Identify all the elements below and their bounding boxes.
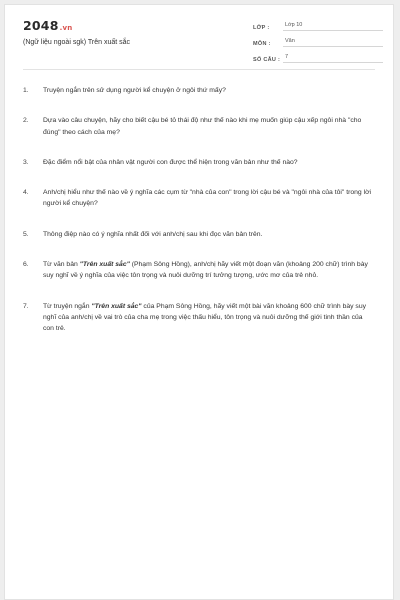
- question-list: [23, 85, 373, 335]
- meta-value: Lớp 10: [283, 22, 383, 31]
- worksheet-meta: [253, 18, 383, 66]
- question-text: [43, 301, 373, 335]
- logo-text: 2048: [23, 18, 59, 33]
- logo-suffix: .vn: [59, 24, 73, 32]
- question-text: Đặc điểm nổi bật của nhân vật người con được thể hiện trong văn bản như thế nào?: [43, 158, 298, 166]
- question-item: [23, 301, 373, 335]
- question-item: [23, 85, 373, 96]
- question-number: 6.: [23, 261, 29, 269]
- meta-value: 7: [283, 54, 383, 63]
- header-divider: [23, 69, 375, 70]
- question-number: 4.: [23, 189, 29, 197]
- question-number: 5.: [23, 230, 29, 238]
- meta-row-subject: [253, 34, 383, 47]
- question-text-part: (Phạm Sông Hồng), anh/chị hãy viết một đoạn văn (khoảng 200 chữ) trình bày suy nghĩ về ý nghĩa của việc tôn trọng và nuôi dưỡng trí tưởng tượng, ước mơ của trẻ nhỏ.: [43, 261, 368, 280]
- question-text: [43, 259, 373, 282]
- question-text-part: của Phạm Sông Hồng, hãy viết một bài văn khoảng 600 chữ trình bày suy nghĩ của anh/chị về vai trò của cha mẹ trong việc thấu hiểu, tôn trọng và nuôi dưỡng thế giới tinh thần của con trẻ.: [43, 302, 366, 333]
- question-text-part: Từ văn bản: [43, 261, 80, 269]
- question-text-part: Từ truyện ngắn: [43, 302, 92, 310]
- story-title: "Trên xuất sắc": [91, 302, 142, 310]
- question-number: 1.: [23, 87, 29, 94]
- question-item: [23, 187, 373, 210]
- question-number: 2.: [23, 117, 29, 125]
- question-text: Dựa vào câu chuyện, hãy cho biết cậu bé tỏ thái độ như thế nào khi mẹ muốn giúp cậu xếp ngôi nhà "cho đúng" theo cách của mẹ?: [43, 117, 362, 136]
- story-title: "Trên xuất sắc": [79, 261, 130, 269]
- question-text: Anh/chị hiểu như thế nào về ý nghĩa các cụm từ "nhà của con" trong lời cậu bé và "ngôi nhà của tôi" trong lời người kể chuyện?: [43, 189, 372, 208]
- question-item: [23, 259, 373, 282]
- worksheet-page: [4, 4, 394, 600]
- question-item: [23, 157, 373, 168]
- meta-label: MÔN :: [253, 41, 271, 47]
- question-text: Thông điệp nào có ý nghĩa nhất đối với anh/chị sau khi đọc văn bản trên.: [43, 230, 263, 238]
- page-title: (Ngữ liệu ngoài sgk) Trên xuất sắc: [23, 39, 131, 46]
- question-number: 3.: [23, 158, 29, 166]
- question-item: [23, 115, 373, 138]
- meta-label: SỐ CÂU :: [253, 57, 281, 63]
- meta-label: LỚP :: [253, 25, 270, 31]
- question-number: 7.: [23, 302, 29, 310]
- site-logo[interactable]: [23, 18, 72, 33]
- meta-value: Văn: [283, 38, 383, 47]
- meta-row-class: [253, 18, 383, 31]
- meta-row-question-count: [253, 50, 383, 63]
- question-text: Truyện ngắn trên sử dụng người kể chuyện ở ngôi thứ mấy?: [43, 87, 226, 94]
- question-item: [23, 229, 373, 240]
